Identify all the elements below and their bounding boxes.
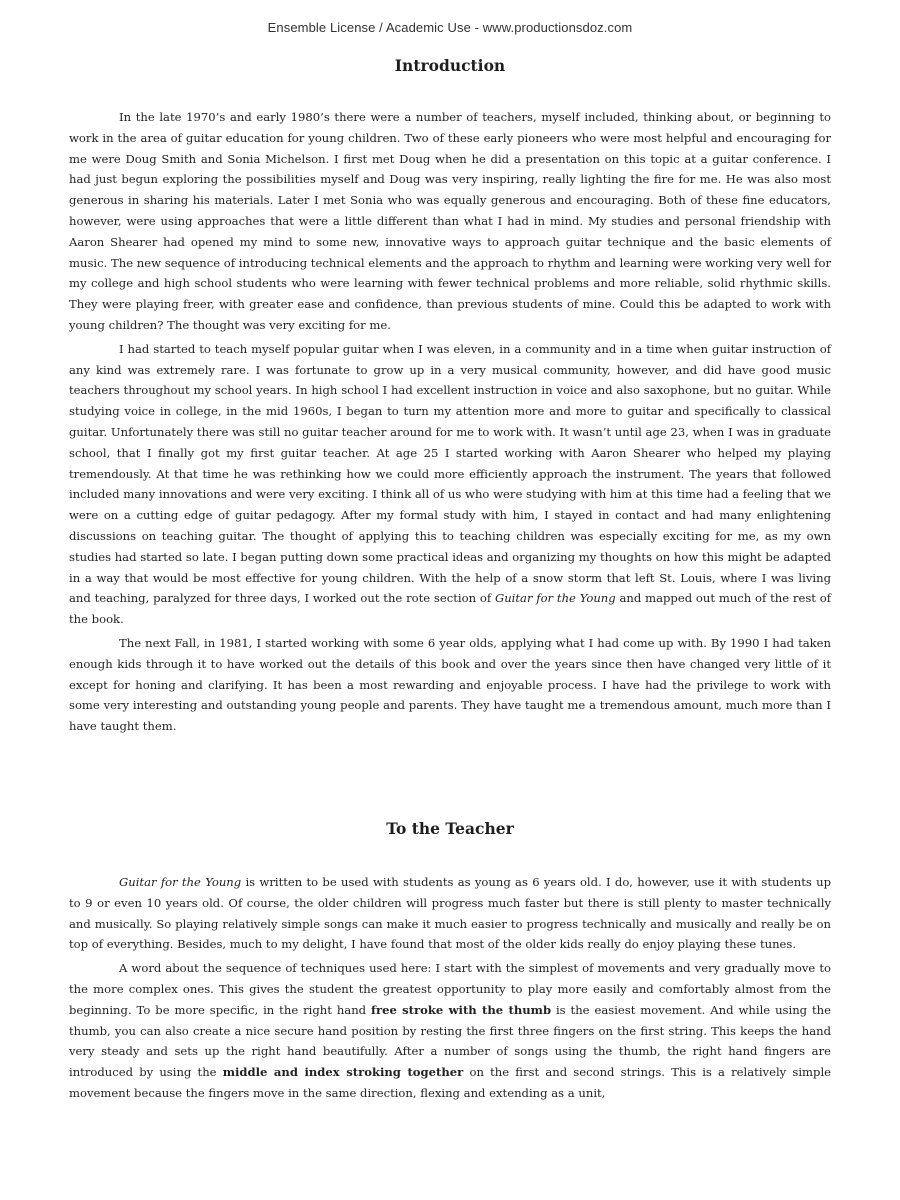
introduction-paragraph-3: The next Fall, in 1981, I started working with some 6 year olds, applying what I had come up with. By 1990 I had taken enough kids through it to have worked out the details of this book and over the years since then have changed very little of it except for honing and clarifying. It has been a most rewarding and enjoyable process. I have had the privilege to work with some very interesting and outstanding young people and parents. They have taught me a tremendous amount, much more than I have taught them. <box>69 635 831 734</box>
teacher-paragraph-2-text-3: on the first and second strings. This is a relatively simple movement because the fingers move in the same direction, flexing and extending as a unit, <box>69 1065 832 1100</box>
book-title: Guitar for the Young <box>494 591 616 606</box>
teacher-paragraph-2-text-2: is the easiest movement. And while using the thumb, you can also create a nice secure hand position by resting the first three fingers on the first string. This keeps the hand very steady and sets up the right hand beautifully. After a number of songs using the thumb, the right hand fingers are introduced by using the <box>69 1002 831 1080</box>
to-the-teacher-body <box>69 872 831 1107</box>
emphasis-free-stroke-thumb: free stroke with the thumb <box>371 1002 552 1017</box>
teacher-paragraph-2-text-1: A word about the sequence of techniques used here: I start with the simplest of movements and very gradually move to the more complex ones. This gives the student the greatest opportunity to play more easily and comfortably almost from the beginning. To be more specific, in the right hand <box>69 961 831 1017</box>
teacher-paragraph-2 <box>69 958 831 1104</box>
teacher-paragraph-1 <box>69 872 831 955</box>
to-the-teacher-heading: To the Teacher <box>386 819 514 838</box>
introduction-heading: Introduction <box>394 56 506 75</box>
emphasis-middle-index-stroking: middle and index stroking together <box>222 1065 464 1080</box>
license-header: Ensemble License / Academic Use - www.productionsdoz.com <box>267 20 633 35</box>
introduction-paragraph-2-text: I had started to teach myself popular guitar when I was eleven, in a community and in a time when guitar instruction of any kind was extremely rare. I was fortunate to grow up in a very musical community, however, and did have good music teachers throughout my school years. In high school I had excellent instruction in voice and also saxophone, but no guitar. While studying voice in college, in the mid 1960s, I began to turn my attention more and more to guitar and specifically to classical guitar. Unfortunately there was still no guitar teacher around for me to work with. It wasn’t until age 23, when I was in graduate school, that I finally got my first guitar teacher. At age 25 I started working with Aaron Shearer who helped my playing tremendously. At that time he was rethinking how we could more efficiently approach the instrument. The years that followed included many innovations and were very exciting. I think all of us who were studying with him at this time had a feeling that we were on a cutting edge of guitar pedagogy. After my formal study with him, I stayed in contact and had many enlightening discussions on teaching guitar. The thought of applying this to teaching children was especially exciting for me, as my own studies had started so late. I began putting down some practical ideas and organizing my thoughts on how this might be adapted in a way that would be most effective for young children. With the help of a snow storm that left St. Louis, where I was living and teaching, paralyzed for three days, I worked out the rote section of <box>69 341 831 606</box>
introduction-body <box>69 107 831 740</box>
introduction-paragraph-1: In the late 1970’s and early 1980’s there were a number of teachers, myself included, thinking about, or beginning to work in the area of guitar education for young children. Two of these early pioneers who were most helpful and encouraging for me were Doug Smith and Sonia Michelson. I first met Doug when he did a presentation on this topic at a guitar conference. I had just begun exploring the possibilities myself and Doug was very inspiring, really lighting the fire for me. He was also most generous in sharing his materials. Later I met Sonia who was equally generous and encouraging. Both of these fine educators, however, were using approaches that were a little different than what I had in mind. My studies and personal friendship with Aaron Shearer had opened my mind to some new, innovative ways to approach guitar technique and the basic elements of music. The new sequence of introducing technical elements and the approach to rhythm and learning were working very well for my college and high school students who were learning with fewer technical problems and more reliable, solid rhythmic skills. They were playing freer, with greater ease and confidence, than previous students of mine. Could this be adapted to work with young children? The thought was very exciting for me. <box>69 110 831 332</box>
introduction-paragraph-2-end: and mapped out much of the rest of the book. <box>69 591 832 627</box>
teacher-paragraph-1-text: is written to be used with students as young as 6 years old. I do, however, use it with students up to 9 or even 10 years old. Of course, the older children will progress much faster but there is still plenty to master technically and musically. So playing relatively simple songs can make it much easier to progress technically and musically and really be on top of everything. Besides, much to my delight, I have found that most of the older kids really do enjoy playing these tunes. <box>69 875 832 952</box>
introduction-paragraph-2 <box>69 339 831 630</box>
book-title: Guitar for the Young <box>119 875 242 889</box>
